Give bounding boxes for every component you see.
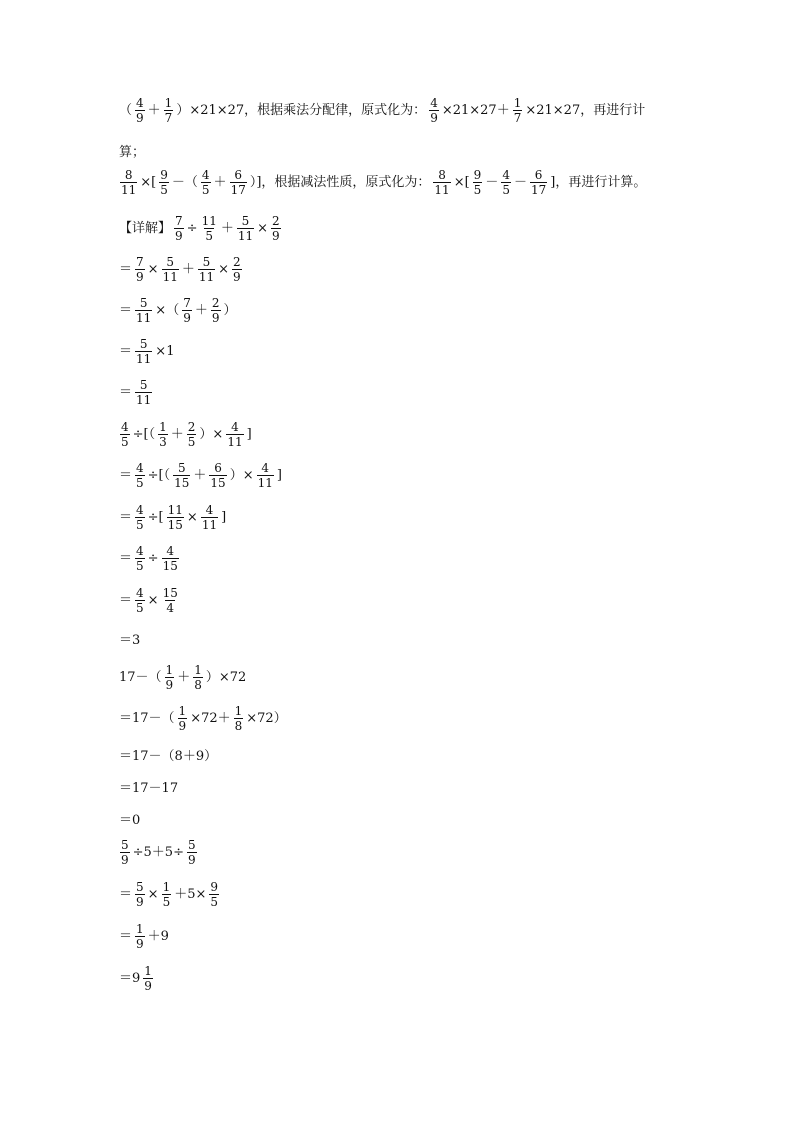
numerator: 11 xyxy=(201,214,217,228)
numerator: 11 xyxy=(167,503,183,517)
math-line xyxy=(118,420,253,449)
fraction xyxy=(209,461,226,490)
denominator: 9 xyxy=(430,111,438,125)
text-run: ＝ xyxy=(119,467,133,483)
denominator: 9 xyxy=(233,270,241,284)
text-run: ）×72 xyxy=(205,669,247,685)
denominator: 5 xyxy=(205,229,214,243)
numerator: 5 xyxy=(136,880,144,894)
text-run: ＝ xyxy=(119,592,133,608)
numerator: 4 xyxy=(136,586,144,600)
numerator: 5 xyxy=(202,255,211,269)
denominator: 9 xyxy=(136,895,144,909)
fraction xyxy=(232,255,242,284)
text-run: ＝17－17 xyxy=(119,781,179,796)
text-run: ×1 xyxy=(155,343,175,359)
fraction xyxy=(162,544,179,573)
numerator: 5 xyxy=(139,378,148,392)
fraction xyxy=(135,880,145,909)
fraction xyxy=(174,214,184,243)
numerator: 1 xyxy=(164,96,173,110)
math-line xyxy=(118,838,199,867)
denominator: 9 xyxy=(144,979,152,993)
math-line xyxy=(118,544,181,573)
text-run: ＝17－（8＋9） xyxy=(119,749,218,764)
denominator: 9 xyxy=(272,229,280,243)
numerator: 1 xyxy=(165,663,174,677)
denominator: 11 xyxy=(198,270,215,284)
fraction xyxy=(167,503,184,532)
numerator: 1 xyxy=(159,420,167,434)
numerator: 5 xyxy=(241,214,250,228)
text-run: ] xyxy=(221,509,227,525)
text-run: × xyxy=(147,261,159,277)
denominator: 11 xyxy=(434,183,450,197)
math-line xyxy=(118,814,141,828)
text-run: ＝ xyxy=(119,343,133,359)
denominator: 17 xyxy=(230,183,246,197)
numerator: 5 xyxy=(139,337,148,351)
numerator: 5 xyxy=(187,838,196,852)
fraction xyxy=(237,214,254,243)
text-run: ＝ xyxy=(119,302,133,318)
text-run: ÷[ xyxy=(147,509,164,525)
fraction xyxy=(201,503,218,532)
denominator: 9 xyxy=(121,853,129,867)
fraction xyxy=(135,922,145,951)
denominator: 5 xyxy=(136,559,144,573)
math-line xyxy=(118,214,283,243)
text-run: －（ xyxy=(171,174,198,190)
denominator: 5 xyxy=(187,435,196,449)
fraction xyxy=(165,663,175,692)
fraction xyxy=(193,663,203,692)
denominator: 9 xyxy=(136,270,144,284)
text-run: ＝ xyxy=(119,928,133,944)
numerator: 5 xyxy=(177,461,186,475)
fraction xyxy=(164,96,174,125)
math-line xyxy=(118,337,175,366)
denominator: 8 xyxy=(234,719,243,733)
denominator: 9 xyxy=(165,678,174,692)
fraction xyxy=(158,420,168,449)
numerator: 4 xyxy=(205,503,214,517)
math-line xyxy=(118,378,154,407)
fraction xyxy=(159,168,169,197)
text-run: ]，再进行计算。 xyxy=(550,174,647,190)
text-run: ÷[（ xyxy=(147,467,171,483)
numerator: 7 xyxy=(136,255,144,269)
denominator: 5 xyxy=(201,183,210,197)
text-run: ＝ xyxy=(119,886,133,902)
numerator: 8 xyxy=(124,168,133,182)
fraction xyxy=(433,168,450,197)
fraction xyxy=(209,880,219,909)
fraction xyxy=(201,168,211,197)
math-line xyxy=(118,255,244,284)
numerator: 4 xyxy=(201,168,210,182)
numerator: 7 xyxy=(183,296,191,310)
text-run: × xyxy=(218,261,230,277)
text-run: ＋ xyxy=(194,302,208,318)
text-run: ÷[（ xyxy=(132,426,156,442)
fraction xyxy=(501,168,511,197)
denominator: 9 xyxy=(187,853,196,867)
numerator: 4 xyxy=(430,96,438,110)
denominator: 9 xyxy=(136,111,144,125)
denominator: 9 xyxy=(136,937,144,951)
fraction xyxy=(135,586,145,615)
numerator: 9 xyxy=(473,168,482,182)
text-run: 【详解】 xyxy=(119,220,172,236)
text-run: ÷ xyxy=(186,220,198,236)
numerator: 2 xyxy=(272,214,280,228)
fraction xyxy=(530,168,547,197)
denominator: 15 xyxy=(210,476,226,490)
fraction xyxy=(201,214,218,243)
text-run: ＋ xyxy=(177,669,191,685)
fraction xyxy=(135,96,145,125)
denominator: 7 xyxy=(164,111,173,125)
denominator: 3 xyxy=(159,435,167,449)
denominator: 11 xyxy=(237,229,254,243)
numerator: 1 xyxy=(144,964,152,978)
text-run: ＝ xyxy=(119,384,133,400)
fraction xyxy=(211,296,221,325)
text-run: × xyxy=(186,509,198,525)
fraction xyxy=(429,96,439,125)
math-line xyxy=(118,296,238,325)
denominator: 15 xyxy=(162,559,178,573)
text-run: ×21×27，再进行计 xyxy=(525,102,646,118)
text-run: × xyxy=(257,220,269,236)
fraction xyxy=(135,461,145,490)
numerator: 4 xyxy=(121,420,129,434)
numerator: 6 xyxy=(534,168,543,182)
text-run: － xyxy=(513,174,527,190)
denominator: 17 xyxy=(530,183,547,197)
numerator: 1 xyxy=(194,663,202,677)
text-run: ＝ xyxy=(119,550,133,566)
numerator: 1 xyxy=(234,704,243,718)
math-line xyxy=(118,704,288,733)
numerator: 5 xyxy=(121,838,129,852)
text-run: ×72＋ xyxy=(190,710,231,726)
denominator: 5 xyxy=(136,601,144,615)
math-line xyxy=(118,503,227,532)
text-run: ×[ xyxy=(140,174,157,190)
fraction xyxy=(271,214,281,243)
numerator: 4 xyxy=(261,461,270,475)
denominator: 5 xyxy=(136,518,144,532)
denominator: 15 xyxy=(167,518,183,532)
denominator: 5 xyxy=(210,895,219,909)
numerator: 1 xyxy=(178,704,187,718)
denominator: 15 xyxy=(174,476,190,490)
text-run: ＋ xyxy=(170,426,184,442)
text-run: － xyxy=(485,174,499,190)
fraction xyxy=(120,420,130,449)
numerator: 2 xyxy=(211,296,220,310)
text-run: ×21×27＋ xyxy=(441,102,510,118)
numerator: 6 xyxy=(214,461,222,475)
fraction xyxy=(135,378,152,407)
fraction xyxy=(226,420,243,449)
text-run: ＋ xyxy=(181,261,195,277)
denominator: 11 xyxy=(162,270,178,284)
numerator: 4 xyxy=(136,461,144,475)
fraction xyxy=(173,461,190,490)
text-run: ＝ xyxy=(119,261,133,277)
text-run: ＝9 xyxy=(119,970,141,986)
fraction xyxy=(120,168,137,197)
numerator: 4 xyxy=(166,544,175,558)
fraction xyxy=(234,704,244,733)
math-line xyxy=(118,634,141,648)
numerator: 2 xyxy=(187,420,196,434)
denominator: 11 xyxy=(257,476,273,490)
numerator: 6 xyxy=(234,168,243,182)
denominator: 8 xyxy=(194,678,202,692)
numerator: 4 xyxy=(502,168,510,182)
math-line xyxy=(118,750,218,764)
numerator: 1 xyxy=(136,922,144,936)
math-line xyxy=(118,461,283,490)
denominator: 5 xyxy=(136,476,144,490)
text-run: 算； xyxy=(119,145,146,160)
numerator: 4 xyxy=(136,96,144,110)
text-run: ÷ xyxy=(147,550,159,566)
math-line xyxy=(118,146,146,160)
denominator: 11 xyxy=(136,311,152,325)
denominator: 9 xyxy=(178,719,187,733)
text-run: ×72） xyxy=(246,710,287,726)
denominator: 9 xyxy=(175,229,183,243)
denominator: 11 xyxy=(201,518,218,532)
text-run: × xyxy=(147,886,159,902)
numerator: 2 xyxy=(233,255,241,269)
fraction xyxy=(178,704,188,733)
numerator: 4 xyxy=(136,544,144,558)
denominator: 11 xyxy=(227,435,243,449)
text-run: ＝ xyxy=(119,509,133,525)
text-run: （ xyxy=(119,102,133,118)
math-line xyxy=(118,663,247,692)
fraction xyxy=(135,544,145,573)
numerator: 9 xyxy=(210,880,219,894)
text-run: ＝0 xyxy=(119,813,141,828)
numerator: 15 xyxy=(162,586,178,600)
denominator: 4 xyxy=(166,601,175,615)
text-run: ）× xyxy=(199,426,224,442)
denominator: 5 xyxy=(160,183,168,197)
fraction xyxy=(162,880,172,909)
fraction xyxy=(162,586,179,615)
text-run: 17－（ xyxy=(119,669,162,685)
denominator: 5 xyxy=(162,895,171,909)
text-run: × xyxy=(147,592,159,608)
math-line xyxy=(118,922,170,951)
fraction xyxy=(513,96,523,125)
math-line xyxy=(118,880,221,909)
denominator: 11 xyxy=(136,393,152,407)
fraction xyxy=(230,168,247,197)
numerator: 8 xyxy=(438,168,446,182)
fraction xyxy=(187,838,197,867)
denominator: 5 xyxy=(502,183,510,197)
math-line xyxy=(118,586,181,615)
text-run: ＋9 xyxy=(147,928,169,944)
text-run: ）]，根据减法性质，原式化为： xyxy=(249,174,431,190)
denominator: 5 xyxy=(121,435,129,449)
text-run: ÷5＋5÷ xyxy=(132,844,184,860)
fraction xyxy=(143,964,153,993)
fraction xyxy=(473,168,483,197)
denominator: 11 xyxy=(121,183,137,197)
numerator: 1 xyxy=(513,96,522,110)
text-run: ）×21×27，根据乘法分配律，原式化为： xyxy=(176,102,427,118)
numerator: 4 xyxy=(231,420,239,434)
text-run: ] xyxy=(246,426,252,442)
text-run: ] xyxy=(276,467,282,483)
fraction xyxy=(135,337,152,366)
text-run: ＋ xyxy=(147,102,161,118)
text-run: ＋5× xyxy=(174,886,207,902)
numerator: 9 xyxy=(160,168,168,182)
math-line xyxy=(118,782,179,796)
numerator: 5 xyxy=(166,255,175,269)
text-run: ＝17－（ xyxy=(119,710,175,726)
denominator: 11 xyxy=(136,352,152,366)
numerator: 1 xyxy=(162,880,171,894)
math-line xyxy=(118,168,647,197)
denominator: 9 xyxy=(183,311,191,325)
text-run: ×[ xyxy=(453,174,470,190)
fraction xyxy=(257,461,274,490)
denominator: 5 xyxy=(473,183,482,197)
fraction xyxy=(120,838,130,867)
text-run: ＝3 xyxy=(119,633,141,648)
text-run: ＋ xyxy=(220,220,234,236)
fraction xyxy=(162,255,179,284)
math-line xyxy=(118,964,155,993)
math-line xyxy=(118,96,646,125)
numerator: 5 xyxy=(139,296,148,310)
fraction xyxy=(182,296,192,325)
text-run: ） xyxy=(223,302,237,318)
denominator: 7 xyxy=(513,111,522,125)
fraction xyxy=(135,255,145,284)
fraction xyxy=(135,296,152,325)
fraction xyxy=(187,420,197,449)
denominator: 9 xyxy=(211,311,220,325)
numerator: 7 xyxy=(175,214,183,228)
text-run: ）× xyxy=(229,467,254,483)
text-run: ＋ xyxy=(213,174,227,190)
text-run: ×（ xyxy=(155,302,180,318)
fraction xyxy=(135,503,145,532)
numerator: 4 xyxy=(136,503,144,517)
text-run: ＋ xyxy=(193,467,207,483)
fraction xyxy=(198,255,215,284)
